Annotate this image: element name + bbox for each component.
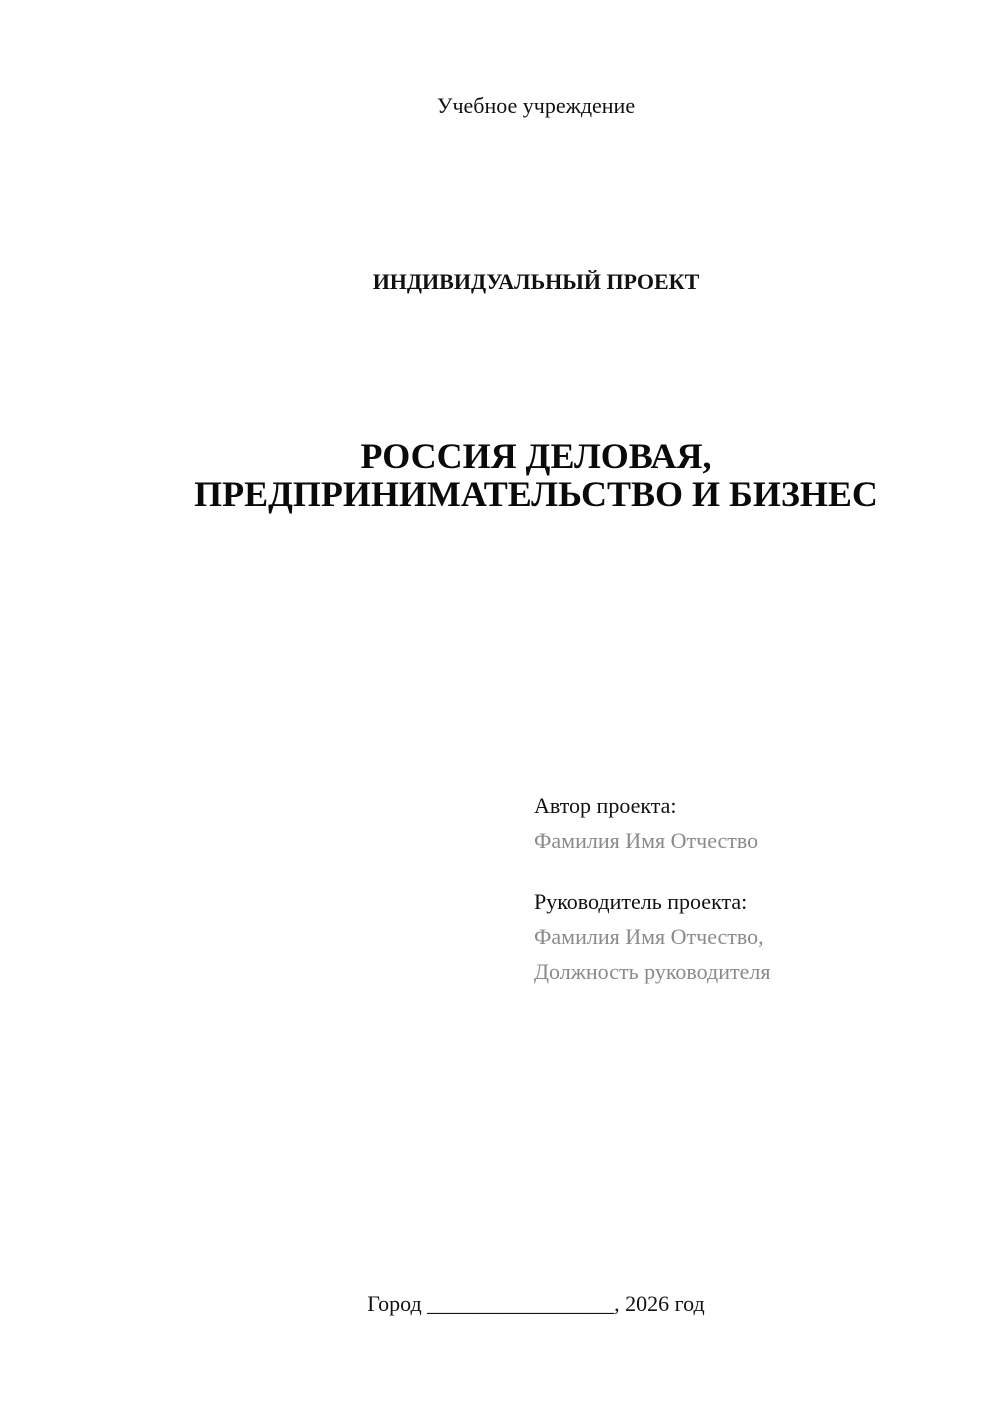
project-title-line-2: ПРЕДПРИНИМАТЕЛЬСТВО И БИЗНЕС bbox=[194, 474, 878, 514]
city-year-line: Город _________________, 2026 год bbox=[367, 1291, 705, 1316]
institution-name: Учебное учреждение bbox=[436, 93, 636, 118]
document-type-heading: ИНДИВИДУАЛЬНЫЙ ПРОЕКТ bbox=[372, 269, 700, 294]
project-title-line-1: РОССИЯ ДЕЛОВАЯ, bbox=[360, 436, 712, 476]
author-label: Автор проекта: bbox=[534, 793, 677, 818]
supervisor-label: Руководитель проекта: bbox=[534, 889, 748, 914]
project-title bbox=[0, 437, 1000, 513]
author-name-placeholder: Фамилия Имя Отчество bbox=[534, 828, 759, 853]
supervisor-position-placeholder: Должность руководителя bbox=[534, 959, 771, 984]
supervisor-name-placeholder: Фамилия Имя Отчество, bbox=[534, 924, 764, 949]
info-spacer bbox=[534, 858, 974, 884]
project-info-block bbox=[534, 788, 974, 989]
